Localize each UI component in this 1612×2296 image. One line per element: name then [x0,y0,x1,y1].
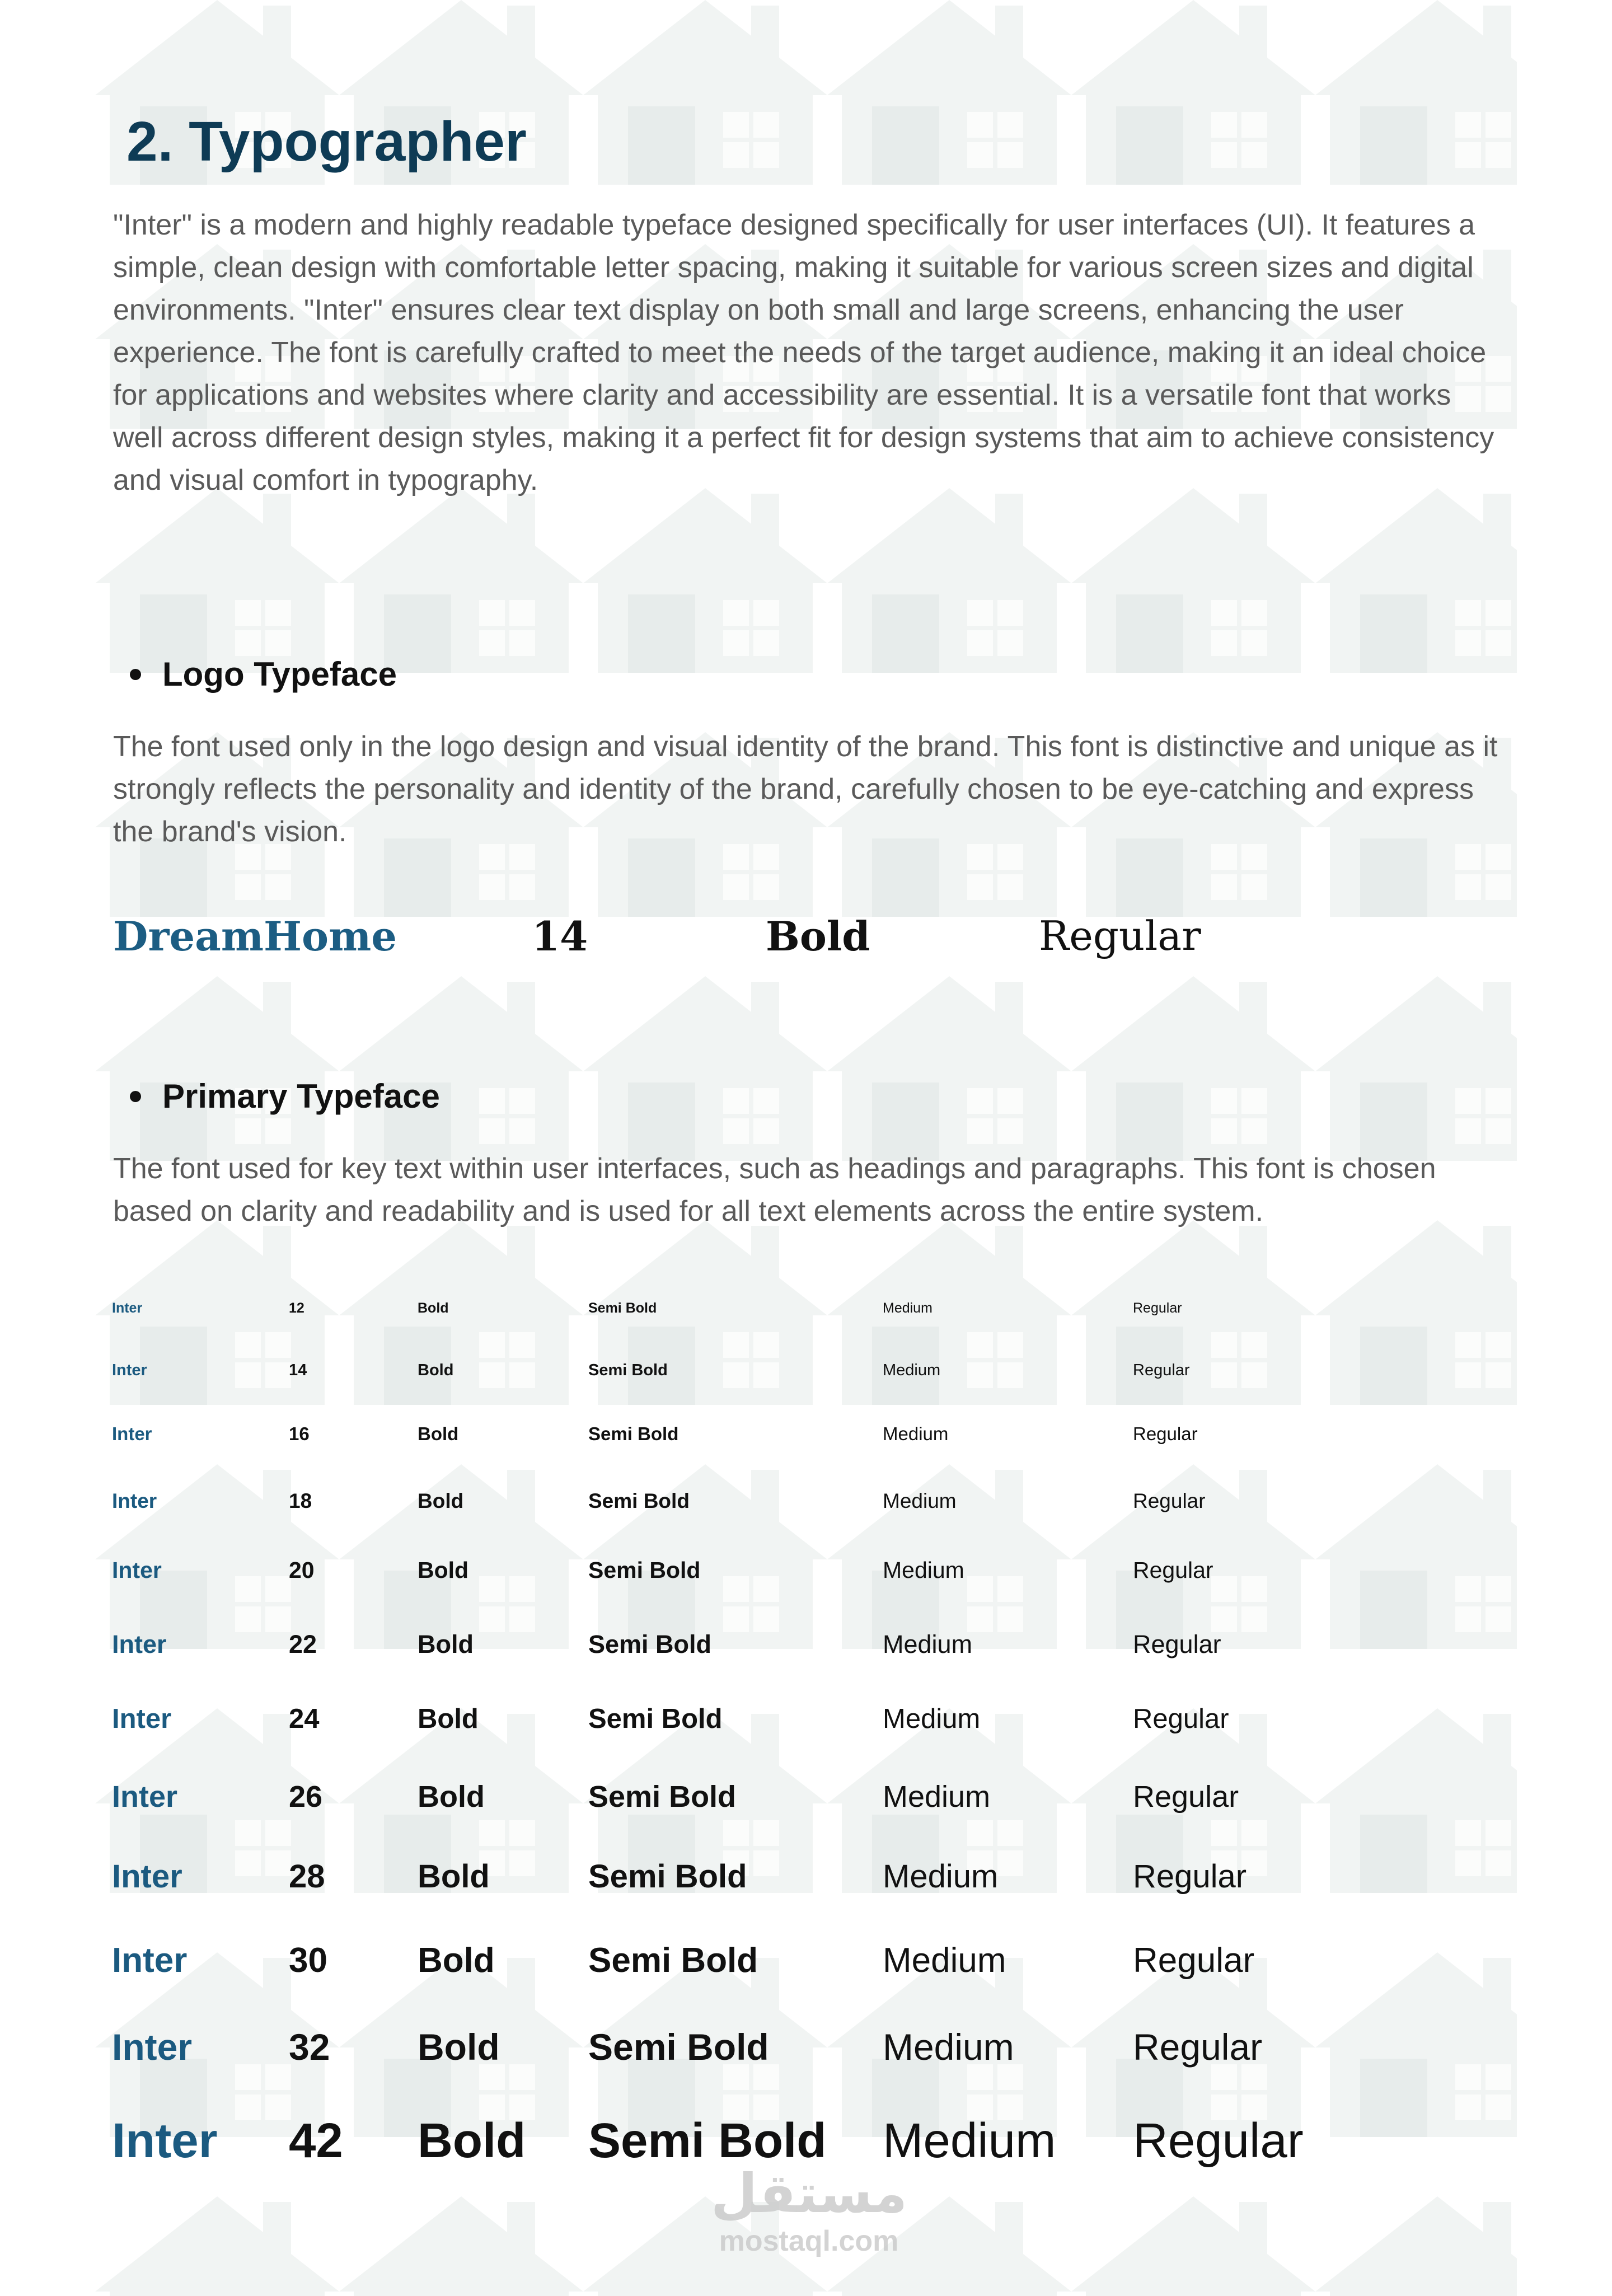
type-row-size: 24 [289,1704,320,1734]
type-row-bold: Bold [418,1630,474,1658]
type-row-size: 30 [289,1941,327,1980]
type-row-semibold: Semi Bold [588,1630,712,1658]
type-row-bold: Bold [418,1858,490,1895]
type-row-medium: Medium [883,2026,1014,2068]
type-row-medium: Medium [883,1489,957,1512]
type-row-size: 16 [289,1423,310,1444]
type-row-regular: Regular [1133,1557,1213,1583]
type-row-bold: Bold [418,2114,526,2168]
type-row-semibold: Semi Bold [588,1858,747,1895]
type-row-bold: Bold [418,1300,449,1316]
type-row-font-name: Inter [112,1489,157,1512]
type-row-font-name: Inter [112,1423,152,1444]
mostaql-watermark [711,2163,907,2258]
logo-sample-name: DreamHome [113,912,397,960]
type-row-bold: Bold [418,1361,454,1379]
type-row-medium: Medium [883,1780,991,1814]
type-row-font-name: Inter [112,1704,172,1734]
type-row-size: 28 [289,1858,325,1895]
type-row-medium: Medium [883,1361,941,1379]
type-row-semibold: Semi Bold [588,1941,758,1980]
type-row-regular: Regular [1133,1300,1182,1316]
type-row-semibold: Semi Bold [588,1780,737,1814]
type-row-bold: Bold [418,1423,459,1444]
logo-sample-regular: Regular [1039,912,1201,959]
type-row-medium: Medium [883,1423,949,1444]
type-row-font-name: Inter [112,2026,193,2068]
type-row-medium: Medium [883,1300,932,1316]
type-row-bold: Bold [418,1941,495,1980]
type-row-regular: Regular [1133,1704,1229,1734]
type-row-regular: Regular [1133,2114,1304,2168]
type-row-size: 22 [289,1630,317,1658]
type-row-regular: Regular [1133,2026,1263,2068]
type-row-semibold: Semi Bold [588,1489,690,1512]
type-row-medium: Medium [883,1858,999,1895]
typography-intro-paragraph: "Inter" is a modern and highly readable typeface designed specifically for user interfaces (UI). It features a simple, clean design with comfortable letter spacing, making it suitable for various screen sizes and digital environments. "Inter" ensures clear text display on both small and large screens, enhancing the user experience. The font is carefully crafted to meet the needs of the target audience, making it an ideal choice for applications and websites where clarity and accessibility are essential. It is a versatile font that works well across different design styles, making it a perfect fit for design systems that aim to achieve consistency and visual comfort in typography. [113,209,1494,496]
type-row-size: 14 [289,1361,307,1379]
type-row-size: 32 [289,2026,330,2068]
type-row-bold: Bold [418,1557,469,1583]
type-row-size: 20 [289,1557,315,1583]
type-row-regular: Regular [1133,1630,1221,1658]
primary-typeface-description: The font used for key text within user interfaces, such as headings and paragraphs. This font is chosen based on clarity and readability and is used for all text elements across the entire system. [113,1152,1436,1227]
type-row-semibold: Semi Bold [588,1423,679,1444]
type-row-medium: Medium [883,2114,1056,2168]
type-row-medium: Medium [883,1557,964,1583]
type-row-semibold: Semi Bold [588,1361,668,1379]
page-title: 2. Typographer [126,110,527,173]
logo-typeface-description: The font used only in the logo design and visual identity of the brand. This font is distinctive and unique as it strongly reflects the personality and identity of the brand, carefully chosen to be eye-catching and express the brand's vision. [113,730,1498,848]
type-row-medium: Medium [883,1630,973,1658]
type-row-medium: Medium [883,1941,1006,1980]
logo-sample-size: 14 [532,912,588,960]
type-row-regular: Regular [1133,1941,1255,1980]
logo-sample-bold: Bold [766,912,870,960]
type-row-regular: Regular [1133,1780,1239,1814]
type-row-size: 42 [289,2114,343,2168]
type-row-size: 26 [289,1780,323,1814]
primary-typeface-heading-text: Primary Typeface [162,1077,440,1115]
type-row-semibold: Semi Bold [588,2114,827,2168]
type-row-regular: Regular [1133,1423,1198,1444]
logo-typeface-heading-text: Logo Typeface [162,655,397,693]
type-row-bold: Bold [418,1780,485,1814]
watermark-arabic: مستقل [711,2162,908,2225]
bullet-icon [130,1091,141,1102]
type-row-semibold: Semi Bold [588,2026,769,2068]
type-row-regular: Regular [1133,1361,1190,1379]
type-row-semibold: Semi Bold [588,1704,723,1734]
type-row-medium: Medium [883,1704,981,1734]
type-row-font-name: Inter [112,1557,162,1583]
type-row-font-name: Inter [112,1300,143,1316]
type-row-regular: Regular [1133,1489,1206,1512]
type-row-font-name: Inter [112,1630,167,1658]
primary-typeface-heading [130,1077,440,1116]
logo-typeface-heading [130,655,397,694]
type-row-bold: Bold [418,1489,464,1512]
type-row-font-name: Inter [112,2114,218,2168]
bullet-icon [130,669,141,680]
type-row-font-name: Inter [112,1941,188,1980]
type-row-semibold: Semi Bold [588,1557,701,1583]
type-row-regular: Regular [1133,1858,1247,1895]
type-row-size: 12 [289,1300,304,1316]
watermark-latin: mostaql.com [719,2225,899,2257]
type-row-semibold: Semi Bold [588,1300,657,1316]
type-row-size: 18 [289,1489,312,1512]
type-row-bold: Bold [418,1704,479,1734]
type-row-font-name: Inter [112,1858,182,1895]
type-row-font-name: Inter [112,1780,178,1814]
type-row-bold: Bold [418,2026,500,2068]
type-row-font-name: Inter [112,1361,147,1379]
